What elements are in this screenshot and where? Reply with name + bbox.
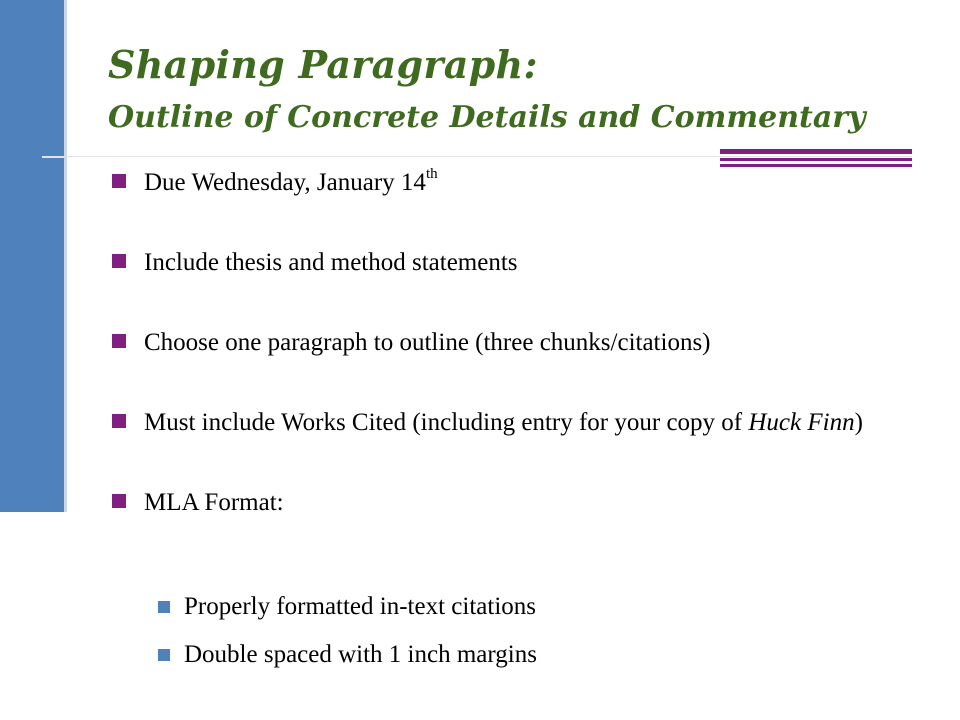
- bullet-text-end: ): [854, 409, 863, 436]
- bullet-thesis: [108, 246, 888, 280]
- title-divider-left-segment: [42, 156, 64, 158]
- bullet-text: MLA Format:: [144, 489, 284, 516]
- sub-bullet-citations: [108, 590, 888, 624]
- square-bullet-icon: [112, 414, 126, 428]
- square-bullet-icon: [112, 174, 126, 188]
- left-accent-bar: [0, 0, 64, 512]
- square-bullet-icon: [112, 494, 126, 508]
- title-divider: [42, 156, 912, 157]
- square-bullet-icon: [112, 334, 126, 348]
- bullet-works-cited: [108, 406, 888, 440]
- accent-stripe-1: [720, 149, 912, 154]
- bullet-text: Due Wednesday, January 14: [144, 169, 426, 196]
- small-square-bullet-icon: [158, 649, 170, 661]
- sub-bullet-list: [108, 590, 888, 686]
- sub-bullet-spacing: [108, 638, 888, 672]
- title-main: Shaping Paragraph:: [108, 42, 538, 87]
- bullet-paragraph: [108, 326, 888, 360]
- sub-bullet-text: Double spaced with 1 inch margins: [184, 641, 537, 668]
- bullet-superscript: th: [425, 166, 438, 182]
- bullet-text: Choose one paragraph to outline (three chunks/citations): [144, 329, 711, 356]
- bullet-due-date: [108, 166, 888, 200]
- left-accent-bar-shadow: [64, 0, 67, 512]
- bullet-list: [108, 166, 888, 530]
- square-bullet-icon: [112, 254, 126, 268]
- bullet-mla-format: [108, 486, 888, 520]
- small-square-bullet-icon: [158, 601, 170, 613]
- slide-title: [108, 40, 928, 140]
- bullet-italic-title: Huck Finn: [748, 409, 855, 436]
- title-subtitle: Outline of Concrete Details and Commentary: [108, 100, 866, 135]
- bullet-text: Include thesis and method statements: [144, 249, 518, 276]
- accent-stripe-2: [720, 158, 912, 161]
- sub-bullet-text: Properly formatted in-text citations: [184, 593, 536, 620]
- bullet-text: Must include Works Cited (including entry for your copy of: [144, 409, 749, 436]
